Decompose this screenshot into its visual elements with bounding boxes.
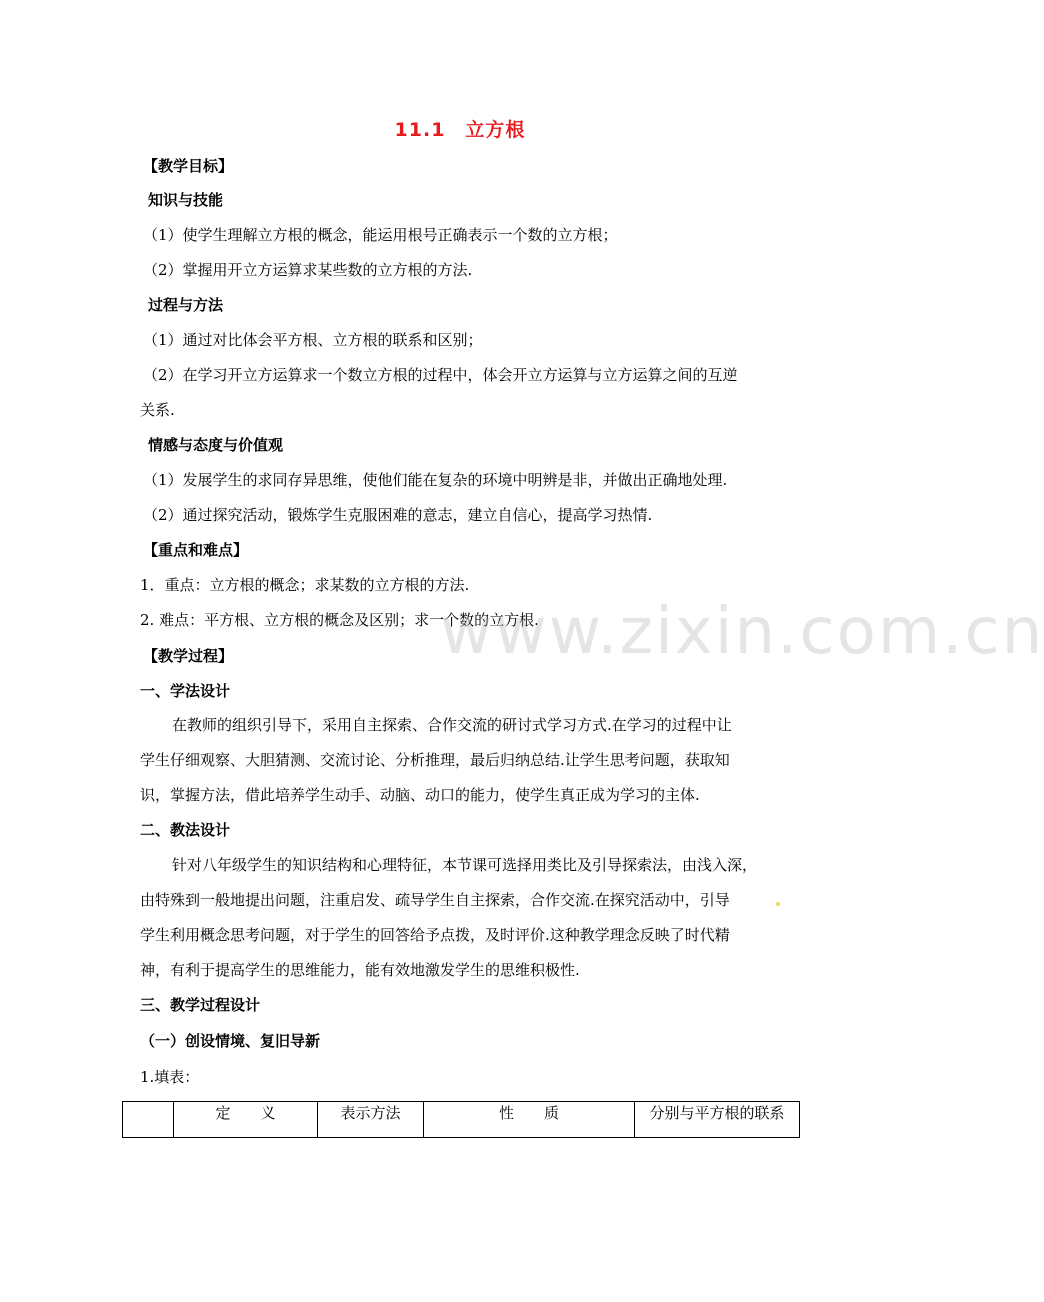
table-header-cell: 性 质 [424, 1102, 635, 1138]
emotion-item-2: （2）通过探究活动，锻炼学生克服困难的意志，建立自信心，提高学习热情. [143, 506, 653, 524]
part2-line-1: 针对八年级学生的知识结构和心理特征，本节课可选择用类比及引导探索法，由浅入深， [172, 856, 758, 874]
process-method-heading: 过程与方法 [148, 296, 224, 314]
fill-table-label: 1.填表： [140, 1068, 200, 1086]
knowledge-item-1: （1）使学生理解立方根的概念，能运用根号正确表示一个数的立方根； [143, 226, 618, 244]
teaching-process-heading: 【教学过程】 [143, 647, 234, 665]
table-header-cell [123, 1102, 174, 1138]
emotion-values-heading: 情感与态度与价值观 [148, 436, 284, 454]
document-title: 11.1 立方根 [394, 119, 526, 141]
knowledge-item-2: （2）掌握用开立方运算求某些数的立方根的方法. [143, 261, 473, 279]
watermark: www.zixin.com.cn [440, 595, 1044, 669]
key-points-heading: 【重点和难点】 [143, 541, 249, 559]
process-item-1: （1）通过对比体会平方根、立方根的联系和区别； [143, 331, 483, 349]
table-header-cell: 表示方法 [318, 1102, 424, 1138]
emotion-item-1: （1）发展学生的求同存异思维，使他们能在复杂的环境中明辨是非，并做出正确地处理. [143, 471, 728, 489]
part1-line-3: 识，掌握方法，借此培养学生动手、动脑、动口的能力，使学生真正成为学习的主体. [140, 786, 700, 804]
part2-line-2: 由特殊到一般地提出问题，注重启发、疏导学生自主探索，合作交流.在探究活动中，引导 [140, 891, 730, 909]
part3-subheading: （一）创设情境、复旧导新 [140, 1032, 321, 1050]
part2-line-3: 学生利用概念思考问题，对于学生的回答给予点拨，及时评价.这种教学理念反映了时代精 [140, 926, 730, 944]
key-point-2: 2. 难点：平方根、立方根的概念及区别；求一个数的立方根. [140, 611, 539, 629]
fill-in-table [122, 1101, 800, 1138]
part2-heading: 二、教法设计 [140, 821, 231, 839]
teaching-goals-heading: 【教学目标】 [143, 157, 234, 175]
process-item-2-line-1: （2）在学习开立方运算求一个数立方根的过程中，体会开立方运算与立方运算之间的互逆 [143, 366, 738, 384]
part1-line-1: 在教师的组织引导下，采用自主探索、合作交流的研讨式学习方式.在学习的过程中让 [172, 716, 732, 734]
process-item-2-line-2: 关系. [140, 401, 175, 419]
yellow-dot [776, 902, 780, 906]
part1-line-2: 学生仔细观察、大胆猜测、交流讨论、分析推理，最后归纳总结.让学生思考问题，获取知 [140, 751, 730, 769]
part1-heading: 一、学法设计 [140, 682, 231, 700]
part3-heading: 三、教学过程设计 [140, 996, 261, 1014]
table-header-cell: 定 义 [174, 1102, 318, 1138]
part2-line-4: 神，有利于提高学生的思维能力，能有效地激发学生的思维积极性. [140, 961, 580, 979]
knowledge-skills-heading: 知识与技能 [148, 191, 224, 209]
table-header-row [123, 1102, 800, 1138]
table-header-cell: 分别与平方根的联系 [635, 1102, 800, 1138]
key-point-1: 1．重点：立方根的概念；求某数的立方根的方法. [140, 576, 470, 594]
